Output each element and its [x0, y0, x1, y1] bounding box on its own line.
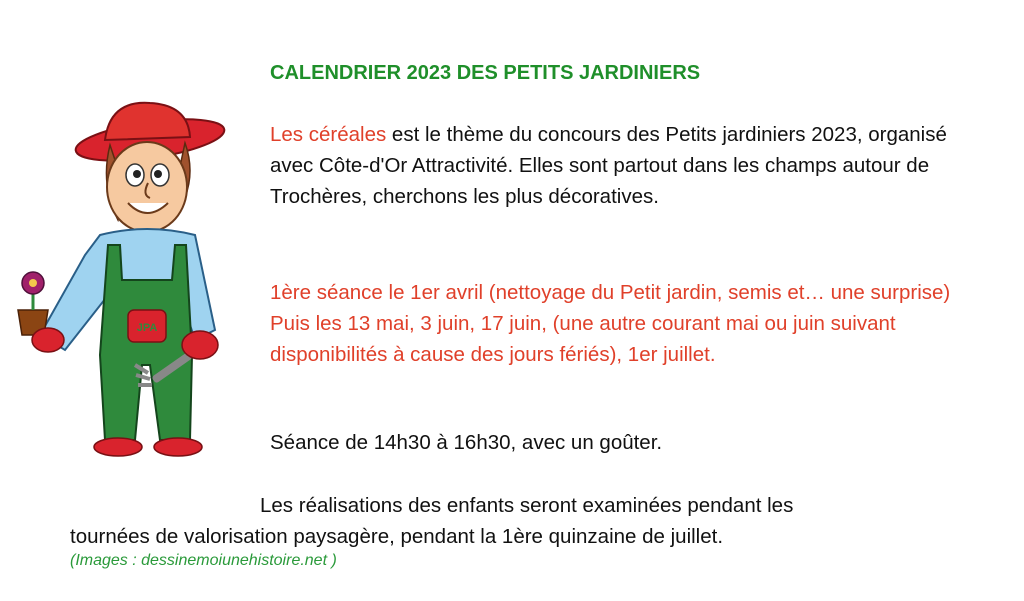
hat-crown: [105, 103, 190, 140]
intro-paragraph: [270, 119, 970, 212]
page-title: CALENDRIER 2023 DES PETITS JARDINIERS: [270, 62, 701, 84]
evaluation-paragraph: [70, 490, 970, 552]
schedule-paragraph: 1ère séance le 1er avril (nettoyage du Petit jardin, semis et… une surprise) Puis les 13 mai, 3 juin, 17 juin, (une autre courant mai ou juin suivant disponibilités à cause des jours fériés), 1er juillet.: [270, 281, 951, 366]
image-credit: (Images : dessinemoiunehistoire.net ): [70, 552, 337, 569]
gardener-illustration: [0, 95, 235, 460]
intro-text: est le thème du concours des Petits jardiniers 2023, organisé avec Côte-d'Or Attractivité. Elles sont partout dans les champs autour de Trochères, cherchons les plus décoratives.: [270, 123, 947, 208]
evaluation-line-2: tournées de valorisation paysagère, pendant la 1ère quinzaine de juillet.: [70, 525, 724, 548]
overalls-label: JPA: [136, 322, 158, 334]
session-time-paragraph: Séance de 14h30 à 16h30, avec un goûter.: [270, 431, 663, 454]
evaluation-line-1: Les réalisations des enfants seront examinées pendant les: [260, 494, 794, 517]
left-glove: [32, 328, 64, 352]
theme-highlight: Les céréales: [270, 123, 387, 146]
right-glove: [182, 331, 218, 359]
